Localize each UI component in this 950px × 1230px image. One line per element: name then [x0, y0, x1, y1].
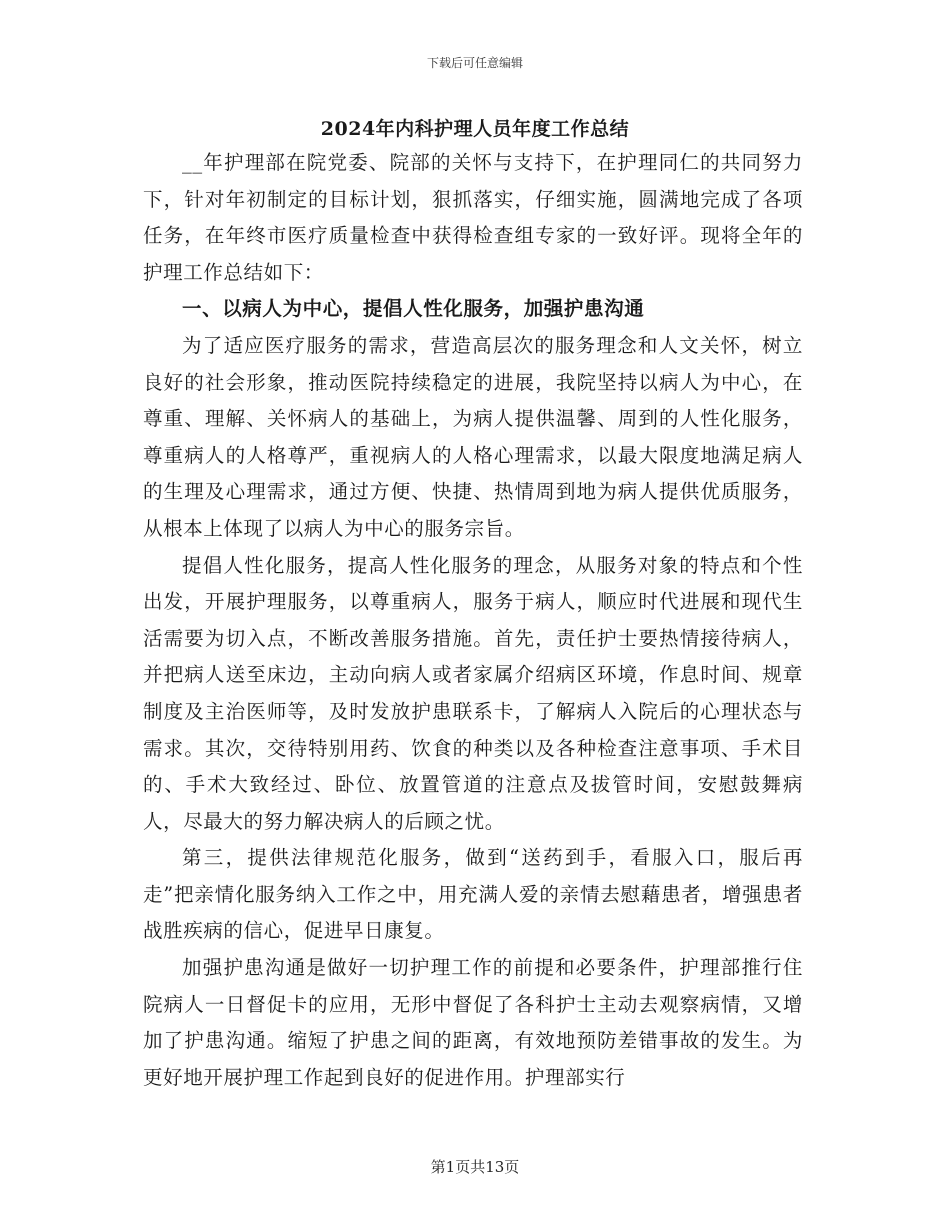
paragraph: 加强护患沟通是做好一切护理工作的前提和必要条件，护理部推行住院病人一日督促卡的应用，无形中督促了各科护士主动去观察病情，又增加了护患沟通。缩短了护患之间的距离，有效地预防差错事故的发生。为更好地开展护理工作起到良好的促进作用。护理部实行 [143, 956, 803, 1089]
paragraph: 为了适应医疗服务的需求，营造高层次的服务理念和人文关怀，树立良好的社会形象，推动医院持续稳定的进展，我院坚持以病人为中心，在尊重、理解、关怀病人的基础上，为病人提供温馨、周到的人性化服务，尊重病人的人格尊严，重视病人的人格心理需求，以最大限度地满足病人的生理及心理需求，通过方便、快捷、热情周到地为病人提供优质服务，从根本上体现了以病人为中心的服务宗旨。 [143, 333, 803, 540]
paragraph: 提倡人性化服务，提高人性化服务的理念，从服务对象的特点和个性出发，开展护理服务，以尊重病人，服务于病人，顺应时代进展和现代生活需要为切入点，不断改善服务措施。首先，责任护士要热情接待病人，并把病人送至床边，主动向病人或者家属介绍病区环境，作息时间、规章制度及主治医师等，及时发放护患联系卡，了解病人入院后的心理状态与需求。其次，交待特别用药、饮食的种类以及各种检查注意事项、手术目的、手术大致经过、卧位、放置管道的注意点及拔管时间，安慰鼓舞病人，尽最大的努力解决病人的后顾之忧。 [143, 553, 803, 833]
document-title: 2024年内科护理人员年度工作总结 [320, 118, 630, 140]
paragraph-intro: __年护理部在院党委、院部的关怀与支持下，在护理同仁的共同努力下，针对年初制定的目标计划，狠抓落实，仔细实施，圆满地完成了各项任务，在年终市医疗质量检查中获得检查组专家的一致好评。现将全年的护理工作总结如下： [143, 151, 803, 284]
paragraph: 第三，提供法律规范化服务，做到“送药到手，看服入口，服后再走”把亲情化服务纳入工作之中，用充满人爱的亲情去慰藉患者，增强患者战胜疾病的信心，促进早日康复。 [143, 846, 803, 943]
document-body [143, 145, 803, 1096]
page-footer: 第1页共13页 [430, 1158, 520, 1176]
section-heading-1: 一、以病人为中心，提倡人性化服务，加强护患沟通 [182, 297, 645, 321]
header-note: 下载后可任意编辑 [426, 56, 523, 70]
